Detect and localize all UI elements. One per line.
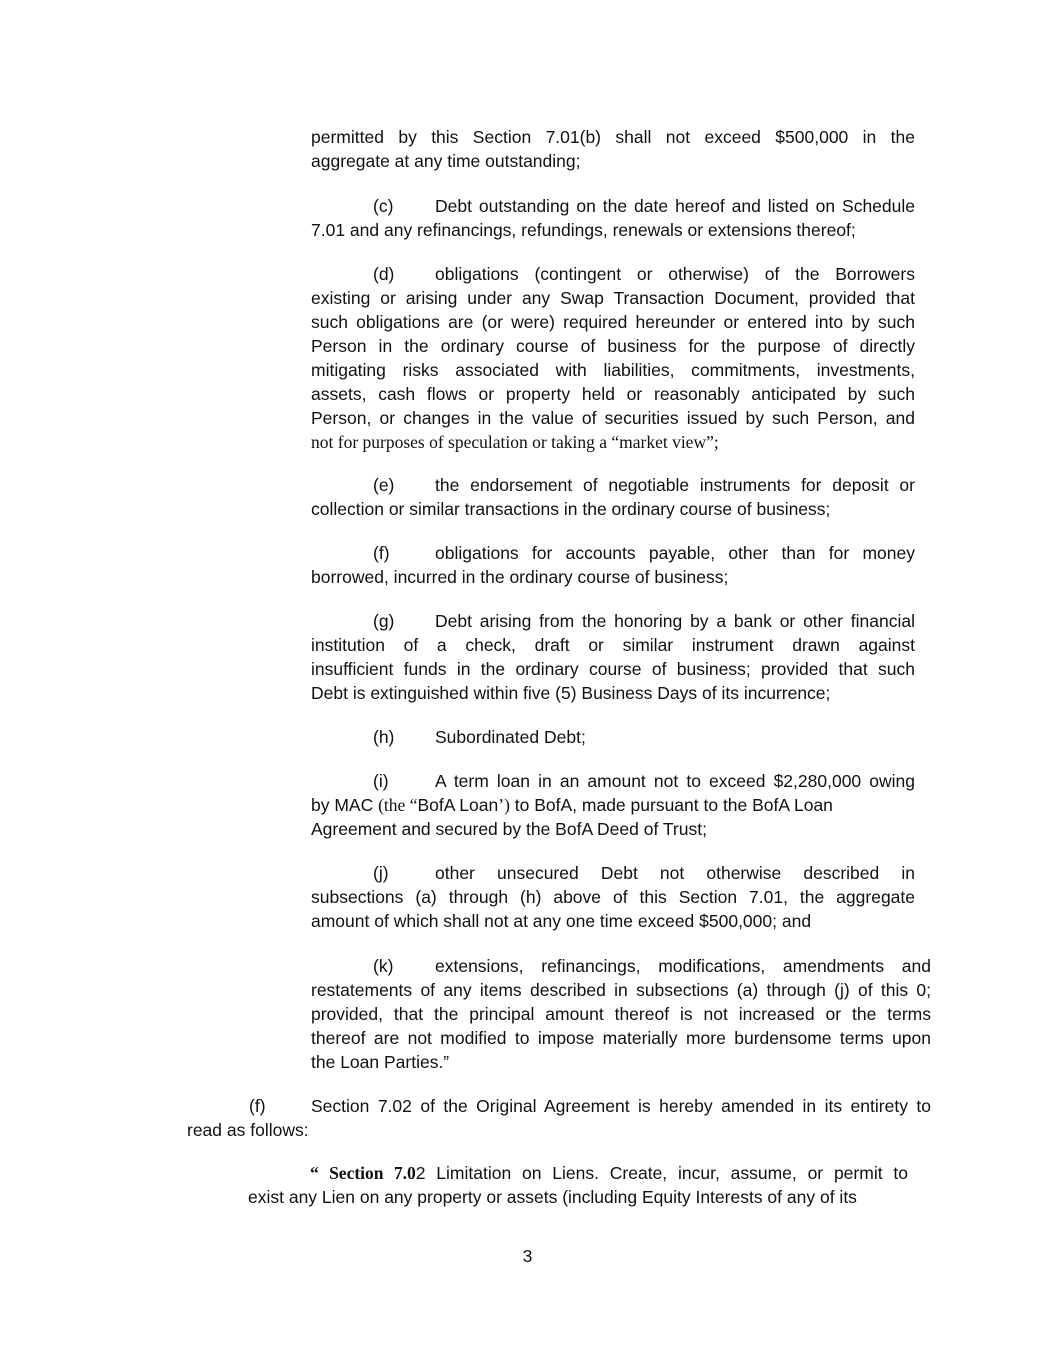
section-heading-rest: 2 Limitation on Liens	[415, 1163, 595, 1183]
text-line: obligations (contingent or otherwise) of the Borrowers	[435, 264, 915, 284]
text-line: collection or similar transactions in the ordinary course of business;	[311, 499, 831, 519]
text-line: Subordinated Debt;	[435, 727, 586, 747]
clause-label: (i)	[373, 771, 389, 791]
amendment-f-paragraph	[187, 1094, 931, 1142]
clause-label: (e)	[373, 475, 395, 495]
text-line: obligations for accounts payable, other than for money	[435, 543, 915, 563]
text-line: 7.01 and any refinancings, refundings, renewals or extensions thereof;	[311, 220, 856, 240]
text-line: exist any Lien on any property or assets (including Equity Interests of any of its	[248, 1187, 857, 1207]
text-segment: to BofA, made pursuant to the BofA Loan	[509, 795, 833, 815]
clause-label: (f)	[249, 1096, 266, 1116]
clause-label: (h)	[373, 727, 395, 747]
clause-k	[311, 954, 931, 1074]
clause-label: (d)	[373, 264, 395, 284]
text-line: Section 7.02 of the Original Agreement is hereby amended in its entirety to	[311, 1096, 931, 1116]
text-line: aggregate at any time outstanding;	[311, 151, 581, 171]
text-line: permitted by this Section 7.01(b) shall not exceed $500,000 in the	[311, 127, 915, 147]
text-line: other unsecured Debt not otherwise described in	[435, 863, 915, 883]
text-line: restatements of any items described in subsections (a) through (j) of this 0;	[311, 980, 931, 1000]
clause-label: (g)	[373, 611, 395, 631]
clause-d	[311, 262, 915, 454]
defined-term: BofA Loan	[417, 795, 499, 815]
text-line: institution of a check, draft or similar instrument drawn against	[311, 635, 915, 655]
text-line: read as follows:	[187, 1120, 309, 1140]
clause-j	[311, 861, 915, 933]
intro-paragraph	[311, 125, 915, 173]
clause-label: (j)	[373, 863, 389, 883]
text-line: Agreement and secured by the BofA Deed of Trust;	[311, 819, 707, 839]
clause-h	[311, 725, 915, 749]
clause-i	[311, 769, 915, 841]
text-line: Person in the ordinary course of business for the purpose of directly	[311, 336, 915, 356]
clause-f	[311, 541, 915, 589]
clause-g	[311, 609, 915, 705]
text-line: Debt is extinguished within five (5) Business Days of its incurrence;	[311, 683, 831, 703]
text-line: the endorsement of negotiable instruments for deposit or	[435, 475, 915, 495]
text-segment: by MAC	[311, 795, 379, 815]
text-line: provided, that the principal amount thereof is not increased or the terms	[311, 1004, 931, 1024]
text-line: mitigating risks associated with liabilities, commitments, investments,	[311, 360, 915, 380]
text-line: assets, cash flows or property held or reasonably anticipated by such	[311, 384, 915, 404]
text-line: existing or arising under any Swap Transaction Document, provided that	[311, 288, 915, 308]
text-line: A term loan in an amount not to exceed $2,280,000 owing	[435, 771, 915, 791]
text-line: Debt arising from the honoring by a bank or other financial	[435, 611, 915, 631]
section-7-02	[248, 1161, 908, 1209]
text-line: the Loan Parties.”	[311, 1052, 450, 1072]
clause-label: (f)	[373, 543, 390, 563]
text-line: amount of which shall not at any one time exceed $500,000; and	[311, 911, 812, 931]
text-line: Debt outstanding on the date hereof and listed on Schedule	[435, 196, 915, 216]
text-line: . Create, incur, assume, or permit to	[594, 1163, 908, 1183]
text-segment: ’)	[498, 795, 510, 815]
page-number: 3	[522, 1246, 533, 1266]
clause-label: (k)	[373, 956, 394, 976]
section-heading: Section 7.0	[329, 1163, 416, 1183]
clause-e	[311, 473, 915, 521]
text-line: borrowed, incurred in the ordinary course of business;	[311, 567, 729, 587]
text-segment: (the “	[378, 795, 418, 815]
text-line: not for purposes of speculation or taking a “market view”;	[311, 432, 719, 452]
text-line: extensions, refinancings, modifications, amendments and	[435, 956, 931, 976]
open-quote: “	[310, 1163, 330, 1183]
text-line: thereof are not modified to impose materially more burdensome terms upon	[311, 1028, 931, 1048]
clause-c	[311, 194, 915, 242]
text-line: Person, or changes in the value of securities issued by such Person, and	[311, 408, 915, 428]
text-line: subsections (a) through (h) above of this Section 7.01, the aggregate	[311, 887, 915, 907]
clause-label: (c)	[373, 196, 394, 216]
text-line: such obligations are (or were) required hereunder or entered into by such	[311, 312, 915, 332]
text-line: insufficient funds in the ordinary course of business; provided that such	[311, 659, 915, 679]
